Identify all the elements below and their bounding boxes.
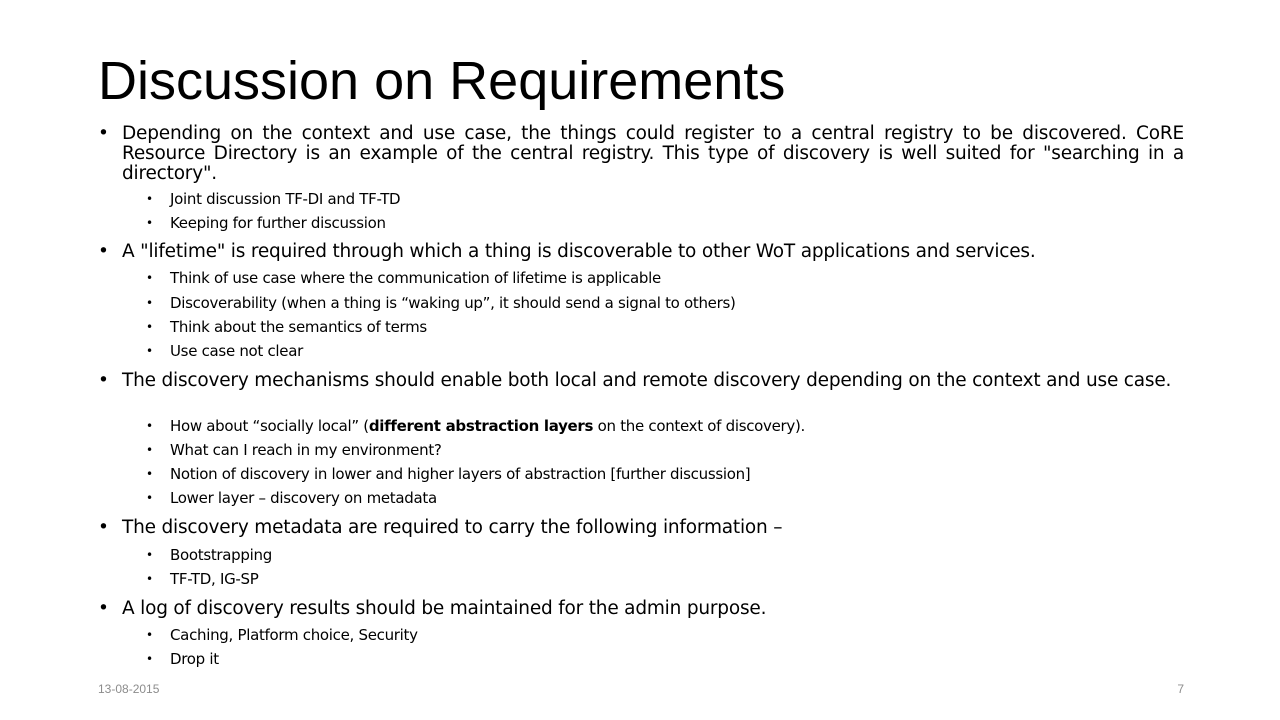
bullet-lifetime: • A "lifetime" is required through which a thing is discoverable to other WoT applications and services. [122,242,1184,262]
sub-bullet: • Notion of discovery in lower and higher layers of abstraction [further discussion] [170,464,1180,484]
sub-bullet: • Lower layer – discovery on metadata [170,488,1180,508]
sub-bullet: • Drop it [170,649,1180,669]
sub-bullet: • Think of use case where the communication of lifetime is applicable [170,268,1180,288]
slide-title: Discussion on Requirements [98,51,786,111]
footer-date: 13-08-2015 [98,682,160,696]
sub-bullet: • Think about the semantics of terms [170,317,1180,337]
bullet-discovery-log: • A log of discovery results should be maintained for the admin purpose. [122,599,1184,619]
sub-bullet: • Bootstrapping [170,545,1180,565]
sub-bullet: • Joint discussion TF-DI and TF-TD [170,189,1180,209]
sub-bullet-text-after: on the context of discovery). [593,417,806,435]
sub-bullet: • Discoverability (when a thing is “waking up”, it should send a signal to others) [170,293,1180,313]
sub-bullet: • Caching, Platform choice, Security [170,625,1180,645]
bullet-central-registry: • Depending on the context and use case, the things could register to a central registry to be discovered. CoRE Resource Directory is an example of the central registry. This type of discovery is well suited for "searching in a directory". [122,124,1184,184]
sub-bullet: • Use case not clear [170,341,1180,361]
sub-bullet: • TF-TD, IG-SP [170,569,1180,589]
sub-bullet-bold-text: different abstraction layers [368,417,594,435]
sub-bullet: • What can I reach in my environment? [170,440,1180,460]
sub-bullet [170,416,1180,436]
page-number: 7 [1177,682,1184,696]
sub-bullet-text-before: How about “socially local” ( [170,417,369,435]
sub-bullet: • Keeping for further discussion [170,213,1180,233]
bullet-discovery-metadata: • The discovery metadata are required to carry the following information – [122,518,1184,538]
bullet-local-remote-discovery: • The discovery mechanisms should enable both local and remote discovery depending on the context and use case. [122,371,1184,391]
